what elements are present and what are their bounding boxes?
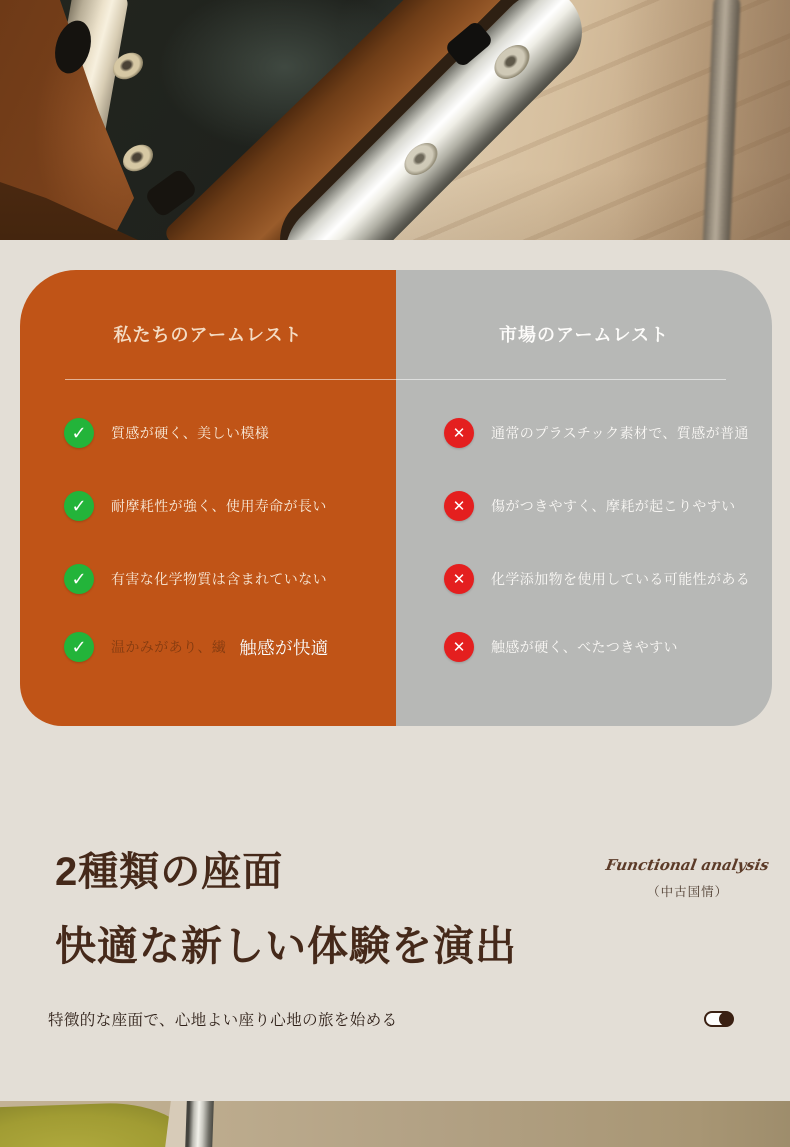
con-row — [444, 418, 772, 448]
cross-icon: ✕ — [444, 564, 474, 594]
check-icon: ✓ — [64, 632, 94, 662]
cross-icon: ✕ — [444, 491, 474, 521]
check-icon: ✓ — [64, 491, 94, 521]
pro-text: 有害な化学物質は含まれていない — [111, 571, 327, 587]
check-icon: ✓ — [64, 564, 94, 594]
section-title-line2: 快適な新しい体験を演出 — [55, 923, 517, 969]
market-armrest-column — [396, 270, 772, 726]
section-title-line1: 2種類の座面 — [55, 850, 284, 894]
comparison-card — [20, 270, 772, 726]
toggle-icon — [704, 1011, 734, 1027]
script-caption — [606, 856, 769, 900]
cross-icon: ✕ — [444, 632, 474, 662]
cross-icon: ✕ — [444, 418, 474, 448]
check-icon: ✓ — [64, 418, 94, 448]
pro-row — [64, 632, 396, 662]
con-text: 触感が硬く、べたつきやすい — [491, 639, 678, 655]
pro-row — [64, 418, 396, 448]
seat-photo-preview — [0, 1101, 790, 1147]
con-row — [444, 632, 772, 662]
divider — [396, 379, 726, 380]
con-text: 傷がつきやすく、摩耗が起こりやすい — [491, 498, 736, 514]
pro-text-overlay: 触感が快適 — [239, 637, 329, 658]
chair-underside-photo — [0, 0, 790, 240]
left-column-title: 私たちのアームレスト — [113, 325, 303, 345]
divider — [65, 379, 396, 380]
con-text: 通常のプラスチック素材で、質感が普通 — [491, 425, 749, 441]
our-armrest-column — [20, 270, 396, 726]
con-text: 化学添加物を使用している可能性がある — [491, 571, 751, 587]
pro-text: 質感が硬く、美しい模様 — [111, 425, 270, 441]
chrome-leg — [185, 1101, 214, 1147]
script-subcaption: （中古国情） — [647, 885, 729, 899]
pro-row — [64, 491, 396, 521]
con-row — [444, 564, 772, 594]
functional-analysis-script: Functional analysis — [604, 856, 771, 874]
toggle-knob — [719, 1012, 733, 1026]
con-row — [444, 491, 772, 521]
section-subtitle: 特徴的な座面で、心地よい座り心地の旅を始める — [48, 1012, 398, 1029]
subtitle-row — [48, 1008, 742, 1030]
pro-row — [64, 564, 396, 594]
seat-feature-section — [0, 840, 790, 1030]
pro-text: 耐摩耗性が強く、使用寿命が長い — [111, 498, 327, 514]
pro-text-faded: 温かみがあり、繊 — [111, 639, 227, 655]
right-column-title: 市場のアームレスト — [499, 325, 669, 345]
